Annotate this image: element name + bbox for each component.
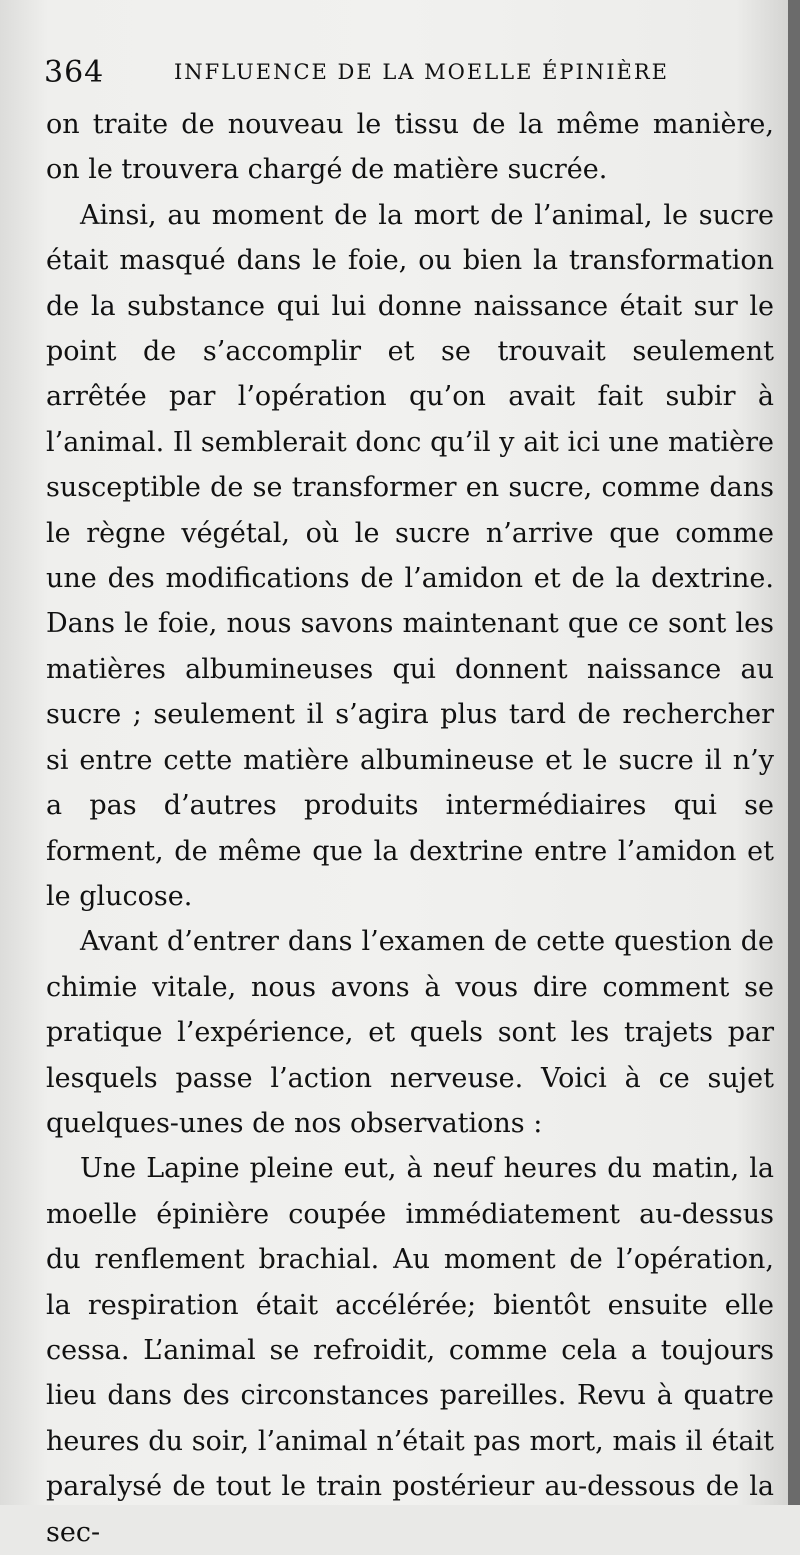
page-edge-shadow [788,0,800,1505]
page-header [44,50,744,94]
paragraph: Une Lapine pleine eut, à neuf heures du matin, la moelle épinière coupée immédiatement au-dessus du renflement brachial. Au moment de l’opération, la respiration était accélérée; bientôt ensuite elle cessa. L’animal se refroidit, comme cela a toujours lieu dans des circonstances pareilles. Revu à quatre heures du soir, l’animal n’était pas mort, mais il était paralysé de tout le train postérieur au-dessous de la sec- [46,1153,774,1548]
paragraph: Ainsi, au moment de la mort de l’animal, le sucre était masqué dans le foie, ou bien la transformation de la substance qui lui donne naissance était sur le point de s’accomplir et se trouvait seulement arrêtée par l’opération qu’on avait fait subir à l’animal. Il semblerait donc qu’il y ait ici une matière susceptible de se transformer en sucre, comme dans le règne végétal, où le sucre n’arrive que comme une des modifications de l’amidon et de la dextrine. Dans le foie, nous savons maintenant que ce sont les matières albumineuses qui donnent naissance au sucre ; seulement il s’agira plus tard de rechercher si entre cette matière albumineuse et le sucre il n’y a pas d’autres produits intermédiaires qui se forment, de même que la dextrine entre l’amidon et le glucose. [46,199,774,912]
paragraph: Avant d’entrer dans l’examen de cette question de chimie vitale, nous avons à vous dire comment se pratique l’expérience, et quels sont les trajets par lesquels passe l’action nerveuse. Voici à ce sujet quelques-unes de nos observations : [46,926,774,1139]
body-text [46,102,774,1555]
page-number: 364 [44,54,105,90]
paragraph-continued: on traite de nouveau le tissu de la même manière, on le trouvera chargé de matière sucrée. [46,109,774,186]
running-head: INFLUENCE DE LA MOELLE ÉPINIÈRE [174,60,669,84]
